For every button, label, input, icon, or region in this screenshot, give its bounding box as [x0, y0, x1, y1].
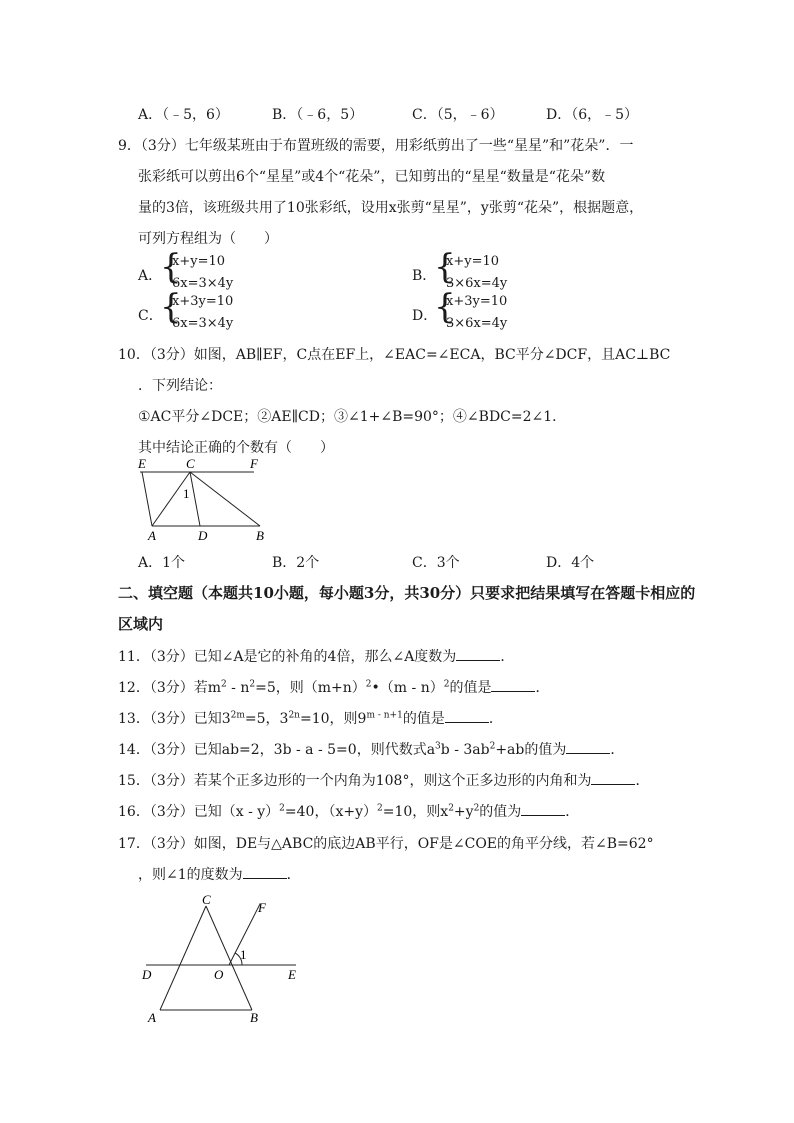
q9-line-2: 张彩纸可以剪出6个“星星”或4个“花朵”，已知剪出的“星星“数量是“花朵”数	[138, 169, 606, 185]
label-f: F	[258, 900, 266, 915]
q17-line-1: 17．（3分）如图，DE与△ABC的底边AB平行，OF是∠COE的角平分线，若∠B=62°	[118, 836, 654, 852]
brace-icon: {	[434, 247, 456, 287]
q9-line-1: 9．（3分）七年级某班由于布置班级的需要，用彩纸剪出了一些“星星”和”花朵”．一	[118, 138, 634, 154]
answer-blank	[566, 741, 610, 754]
q8-option-d: D．（6，﹣5）	[546, 107, 639, 123]
q11-text: 11．（3分）已知∠A是它的补角的4倍，那么∠A度数为	[118, 649, 457, 665]
q9-line-3: 量的3倍，该班级共用了10张彩纸，设用x张剪“星星”，y张剪“花朵”，根据题意，	[138, 200, 644, 216]
answer-blank	[591, 772, 635, 785]
q11	[118, 646, 514, 666]
label-c: C	[202, 892, 211, 907]
q9-option-b-eq1: x+y=10	[446, 254, 500, 269]
q9-option-d-label: D．	[412, 308, 438, 324]
q10-line-2: ．下列结论：	[138, 378, 222, 394]
label-angle-1: 1	[240, 947, 247, 962]
q9-option-a	[138, 247, 278, 298]
segment-ca	[160, 906, 206, 1010]
q9-option-a-eq2: 6x=3×4y	[172, 276, 234, 291]
section-heading-line-2: 区域内	[118, 615, 164, 633]
q10-line-1: 10．（3分）如图，AB∥EF，C点在EF上，∠EAC=∠ECA，BC平分∠DCF，且AC⊥BC	[118, 347, 671, 363]
q10-option-d: D．4个	[546, 555, 595, 571]
brace-icon: {	[160, 247, 182, 287]
q15: 15．（3分）若某个正多边形的一个内角为108°，则这个正多边形的内角和为 ．	[118, 773, 650, 789]
q9-option-a-eq1: x+y=10	[172, 254, 226, 269]
label-b: B	[256, 528, 264, 543]
q9-option-c	[138, 287, 278, 338]
q9-option-d	[412, 287, 552, 338]
q10-option-a: A．1个	[138, 555, 186, 571]
answer-blank	[456, 648, 500, 661]
label-f: F	[250, 456, 258, 471]
segment-cb	[190, 472, 260, 526]
q8-option-a: A．（﹣5，6）	[138, 107, 229, 123]
q9-option-d-eq2: 3×6x=4y	[446, 316, 508, 331]
q9-option-b	[412, 247, 552, 298]
q9-option-b-label: B．	[412, 268, 437, 284]
label-c: C	[186, 456, 195, 471]
brace-icon: {	[160, 287, 182, 327]
q13: 13．（3分）已知$3^{2m}=5$，$3^{2n}=10$，则$9^{m - n+1}$的值是 ．	[118, 710, 503, 727]
label-a: A	[148, 528, 156, 543]
q10-option-b: B．2个	[272, 555, 320, 571]
q17-line-2: ，则∠1的度数为 ．	[138, 867, 301, 883]
q9-option-c-label: C．	[138, 308, 163, 324]
q9-option-a-label: A．	[138, 268, 163, 284]
q16: 16．（3分）已知（x - y）$^2$=40，$(x+y)^2=10$，则$x^2+y^2$的值为 ．	[118, 803, 580, 820]
label-angle-1: 1	[183, 486, 190, 501]
label-o: O	[214, 967, 224, 982]
q9-option-c-eq2: 6x=3×4y	[172, 316, 234, 331]
label-b: B	[250, 1010, 258, 1025]
answer-blank	[491, 679, 535, 692]
q10-line-4: 其中结论正确的个数有（ ）	[138, 440, 334, 456]
label-a: A	[148, 1010, 156, 1025]
q8-option-b: B．（﹣6，5）	[272, 107, 364, 123]
label-d: D	[142, 967, 152, 982]
label-e: E	[138, 456, 146, 471]
answer-blank	[521, 803, 565, 816]
q9-option-b-eq2: 3×6x=4y	[446, 276, 508, 291]
q10-line-3: ①AC平分∠DCE；②AE∥CD；③∠1+∠B=90°；④∠BDC=2∠1．	[138, 409, 567, 425]
q14: 14．（3分）已知ab=2，3b - a - 5=0，则代数式$a^3b - 3ab^2+ab$的值为 ．	[118, 741, 625, 758]
segment-ae	[142, 472, 152, 526]
q17-figure	[138, 892, 308, 1027]
q11-end: ．	[500, 649, 515, 665]
brace-icon: {	[434, 287, 456, 327]
q8-option-c: C．（5，﹣6）	[412, 107, 504, 123]
q10-figure	[130, 456, 280, 546]
answer-blank	[243, 866, 287, 879]
q10-option-c: C．3个	[412, 555, 460, 571]
q9-line-4: 可列方程组为（ ）	[138, 231, 278, 247]
q9-option-d-eq1: x+3y=10	[446, 294, 508, 309]
q12: 12．（3分）若$m^2 - n^2=5$，则$(m+n)^2•(m - n)^2$的值是 ．	[118, 679, 550, 696]
label-d: D	[198, 528, 208, 543]
q9-option-c-eq1: x+3y=10	[172, 294, 234, 309]
segment-cd	[190, 472, 200, 526]
label-e: E	[288, 967, 296, 982]
answer-blank	[445, 710, 489, 723]
section-heading-line-1: 二、填空题（本题共10小题，每小题3分，共30分）只要求把结果填写在答题卡相应的	[118, 584, 696, 602]
